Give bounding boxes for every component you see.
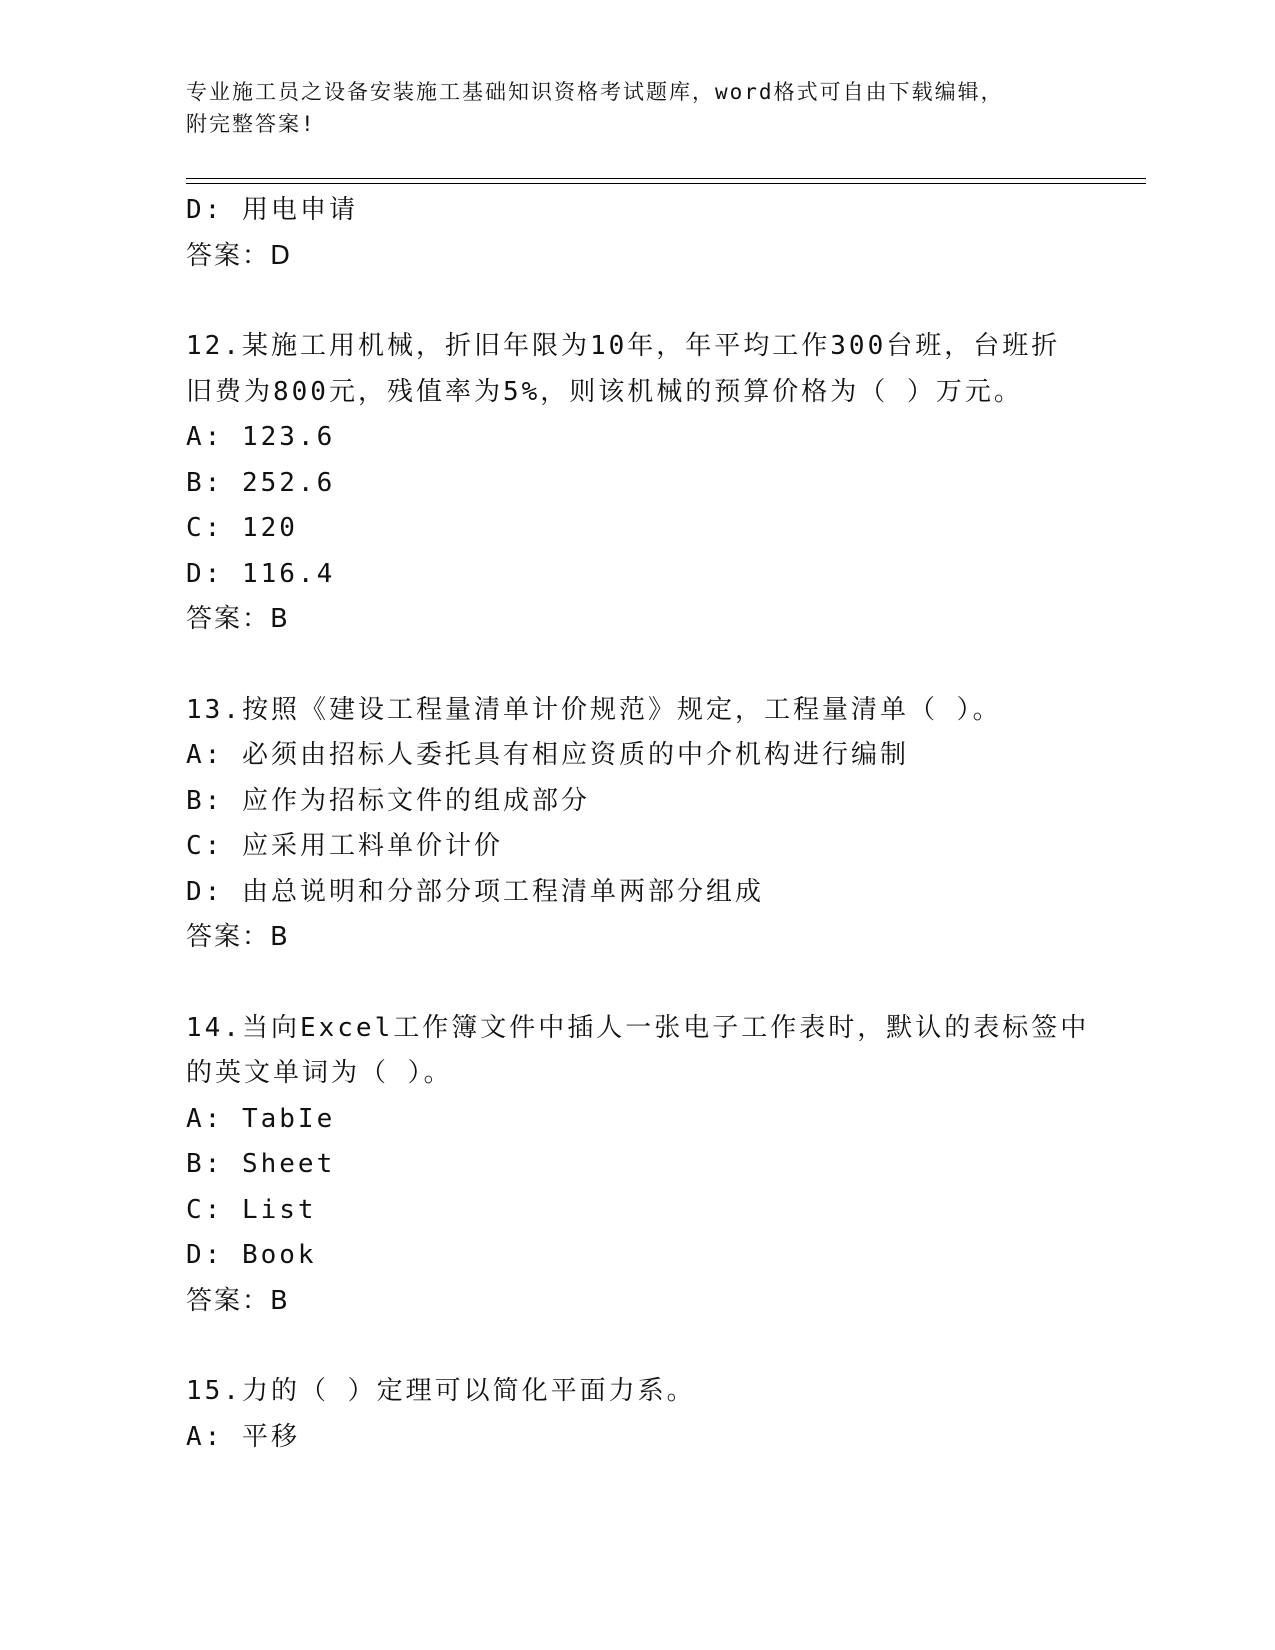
question-12-option-c: C: 120 [186, 513, 298, 543]
header-divider-top [186, 178, 1146, 179]
header-divider-bottom [186, 183, 1146, 184]
question-13-option-d: D: 由总说明和分部分项工程清单两部分组成 [186, 876, 764, 907]
spacer [186, 1324, 1086, 1369]
question-content [186, 188, 1090, 1460]
spacer [186, 961, 1086, 1006]
question-12-text-line-2: 旧费为800元，残值率为5%，则该机械的预算价格为（ ）万元。 [186, 376, 1023, 407]
question-13-text-line-1: 13.按照《建设工程量清单计价规范》规定，工程量清单（ ）。 [186, 694, 1002, 725]
question-12-answer: 答案：B [186, 604, 290, 634]
question-14-option-c: C: List [186, 1194, 317, 1225]
document-header [186, 76, 1066, 140]
question-13 [186, 688, 1086, 961]
question-13-answer: 答案：B [186, 922, 290, 952]
question-14-text-line-1: 14.当向Excel工作簿文件中插人一张电子工作表时，默认的表标签中 [186, 1012, 1090, 1043]
question-12-option-d: D: 116.4 [186, 558, 336, 589]
question-14-option-a: A: TabIe [186, 1103, 336, 1134]
spacer [186, 643, 1086, 688]
question-12-option-b: B: 252.6 [186, 467, 336, 498]
prev-option-d: D: 用电申请 [186, 195, 358, 225]
question-12-option-a: A: 123.6 [186, 422, 336, 452]
question-12-text-line-1: 12.某施工用机械，折旧年限为10年，年平均工作300台班，台班折 [186, 331, 1061, 361]
question-13-option-c: C: 应采用工料单价计价 [186, 831, 503, 861]
question-15-option-a: A: 平移 [186, 1421, 300, 1452]
question-13-option-b: B: 应作为招标文件的组成部分 [186, 785, 590, 816]
question-12 [186, 324, 1086, 643]
question-14-option-b: B: Sheet [186, 1149, 336, 1179]
prev-answer: 答案：D [186, 240, 293, 271]
header-line-1: 专业施工员之设备安装施工基础知识资格考试题库，word格式可自由下载编辑， [186, 80, 1004, 104]
question-14-answer: 答案：B [186, 1285, 290, 1316]
question-15-text-line-1: 15.力的（ ）定理可以简化平面力系。 [186, 1376, 696, 1406]
question-13-option-a: A: 必须由招标人委托具有相应资质的中介机构进行编制 [186, 740, 909, 770]
question-15 [186, 1369, 1086, 1460]
spacer [186, 279, 1086, 324]
question-14-text-line-2: 的英文单词为（ ）。 [186, 1058, 453, 1088]
question-14-option-d: D: Book [186, 1240, 317, 1270]
header-line-2: 附完整答案! [186, 112, 316, 136]
question-14 [186, 1006, 1090, 1325]
